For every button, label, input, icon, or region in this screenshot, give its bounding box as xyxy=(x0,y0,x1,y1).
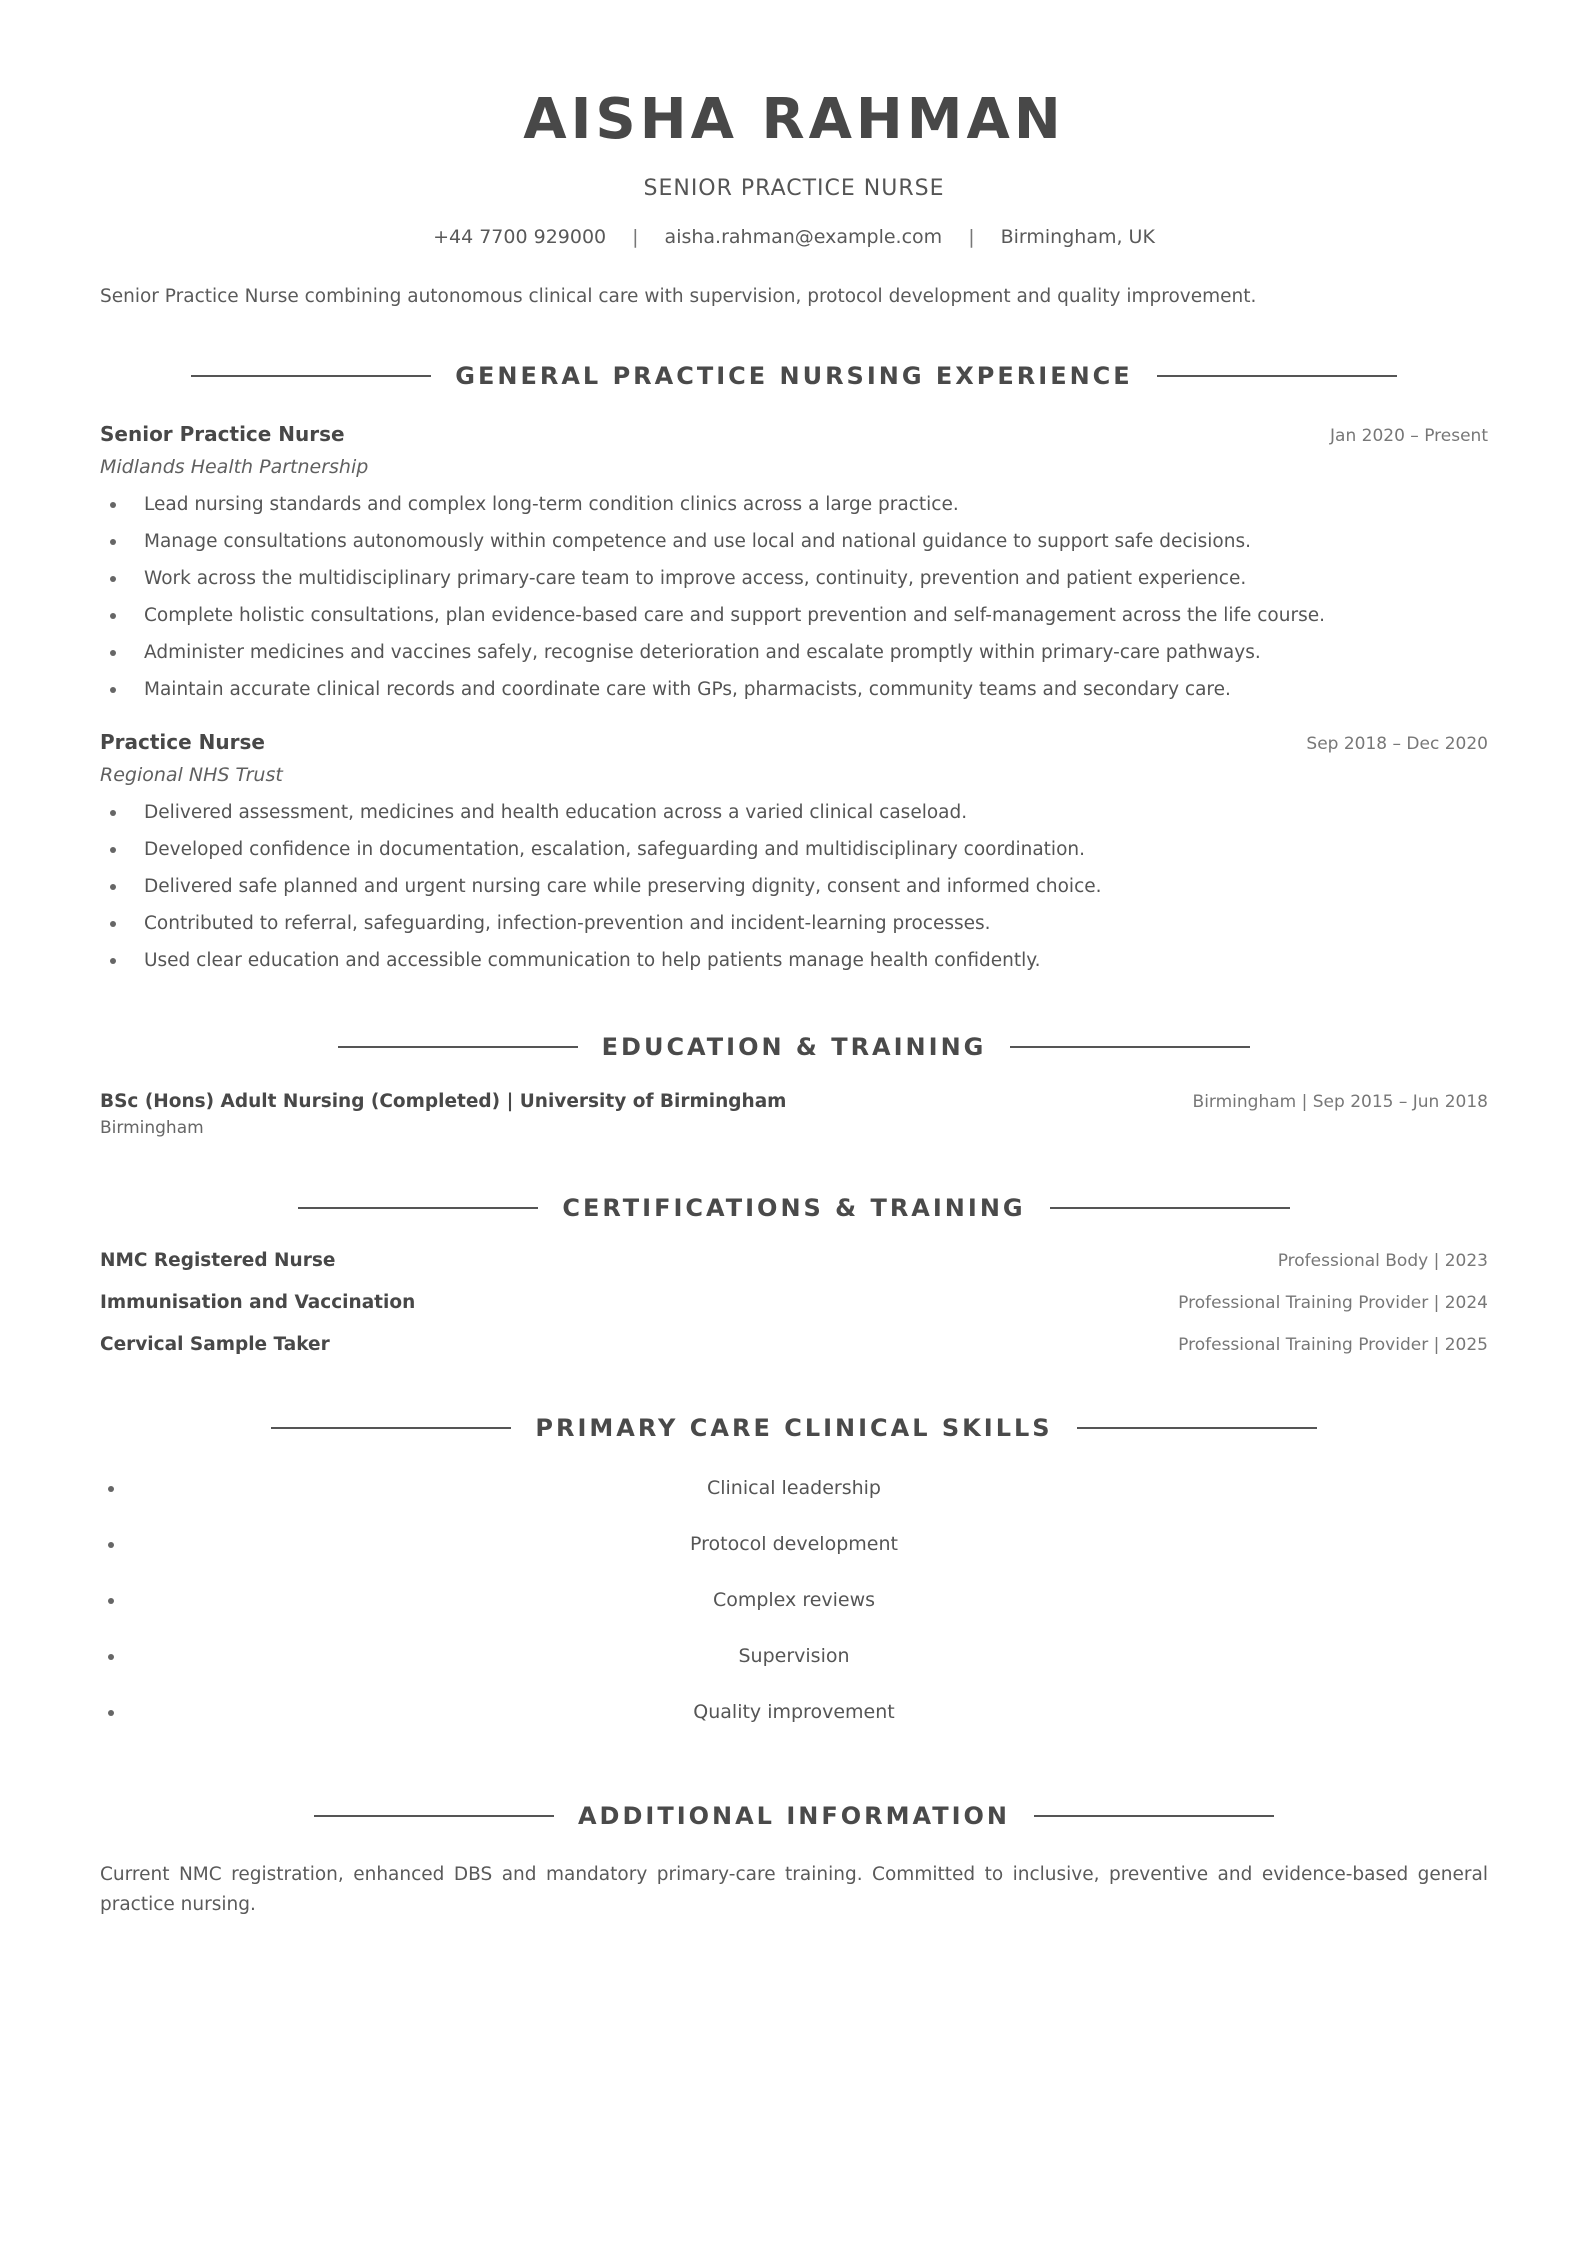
job-dates: Jan 2020 – Present xyxy=(1330,426,1488,446)
skills-list xyxy=(100,1472,1488,1752)
certification-name: Immunisation and Vaccination xyxy=(100,1292,416,1313)
job-bullet: Contributed to referral, safeguarding, infection-prevention and incident-learning processes. xyxy=(100,905,1488,942)
job-title: Senior Practice Nurse xyxy=(100,422,345,446)
heading-rule xyxy=(1157,375,1397,377)
job-employer: Regional NHS Trust xyxy=(100,764,283,786)
education-meta: Birmingham | Sep 2015 – Jun 2018 xyxy=(1192,1092,1488,1112)
candidate-name: AISHA RAHMAN xyxy=(523,87,1065,152)
certification-item xyxy=(100,1334,1488,1376)
section-title: ADDITIONAL INFORMATION xyxy=(577,1802,1011,1830)
job-header xyxy=(100,730,1488,754)
section-heading-skills xyxy=(100,1410,1488,1446)
job-bullet: Used clear education and accessible communication to help patients manage health confidently. xyxy=(100,942,1488,979)
education-location: Birmingham xyxy=(100,1118,204,1138)
job-employer: Midlands Health Partnership xyxy=(100,456,369,478)
job-title: Practice Nurse xyxy=(100,730,265,754)
additional-information: Current NMC registration, enhanced DBS and mandatory primary-care training. Committed to inclusive, preventive and evidence-based general practice nursing. xyxy=(100,1864,1488,1915)
contact-separator: | xyxy=(968,226,975,248)
certification-name: NMC Registered Nurse xyxy=(100,1250,336,1271)
skill-item: Supervision xyxy=(100,1640,1488,1696)
contact-phone: +44 7700 929000 xyxy=(433,226,607,248)
certification-meta: Professional Training Provider | 2025 xyxy=(1178,1335,1488,1355)
certification-meta: Professional Training Provider | 2024 xyxy=(1178,1293,1488,1313)
job-bullets xyxy=(100,486,1488,708)
job-dates: Sep 2018 – Dec 2020 xyxy=(1306,734,1488,754)
job-bullet: Work across the multidisciplinary primary-care team to improve access, continuity, prevention and patient experience. xyxy=(100,560,1488,597)
job-bullet: Manage consultations autonomously within competence and use local and national guidance to support safe decisions. xyxy=(100,523,1488,560)
job-entry xyxy=(100,730,1488,979)
job-bullet: Lead nursing standards and complex long-term condition clinics across a large practice. xyxy=(100,486,1488,523)
heading-rule xyxy=(191,375,431,377)
heading-rule xyxy=(314,1815,554,1817)
contact-location: Birmingham, UK xyxy=(1000,226,1155,248)
section-heading-experience xyxy=(100,358,1488,394)
heading-rule xyxy=(271,1427,511,1429)
certification-meta: Professional Body | 2023 xyxy=(1277,1251,1488,1271)
section-heading-certifications xyxy=(100,1190,1488,1226)
section-title: GENERAL PRACTICE NURSING EXPERIENCE xyxy=(455,362,1133,390)
section-heading-education xyxy=(100,1029,1488,1065)
education-degree: BSc (Hons) Adult Nursing (Completed) | University of Birmingham xyxy=(100,1091,787,1112)
contact-line xyxy=(100,226,1488,248)
skill-item: Quality improvement xyxy=(100,1696,1488,1752)
heading-rule xyxy=(298,1207,538,1209)
skill-item: Complex reviews xyxy=(100,1584,1488,1640)
heading-rule xyxy=(1034,1815,1274,1817)
job-header xyxy=(100,422,1488,446)
section-title: EDUCATION & TRAINING xyxy=(601,1033,987,1061)
candidate-title: SENIOR PRACTICE NURSE xyxy=(643,176,945,201)
job-bullet: Developed confidence in documentation, escalation, safeguarding and multidisciplinary coordination. xyxy=(100,831,1488,868)
job-bullet: Complete holistic consultations, plan evidence-based care and support prevention and self-management across the life course. xyxy=(100,597,1488,634)
education-entry xyxy=(100,1091,1488,1138)
job-entry xyxy=(100,422,1488,708)
heading-rule xyxy=(338,1046,578,1048)
heading-rule xyxy=(1050,1207,1290,1209)
contact-email: aisha.rahman@example.com xyxy=(664,226,943,248)
job-bullet: Delivered safe planned and urgent nursing care while preserving dignity, consent and informed choice. xyxy=(100,868,1488,905)
job-bullet: Delivered assessment, medicines and health education across a varied clinical caseload. xyxy=(100,794,1488,831)
certification-name: Cervical Sample Taker xyxy=(100,1334,330,1355)
section-heading-additional xyxy=(100,1798,1488,1834)
job-bullet: Maintain accurate clinical records and coordinate care with GPs, pharmacists, community teams and secondary care. xyxy=(100,671,1488,708)
contact-separator: | xyxy=(632,226,639,248)
skill-item: Protocol development xyxy=(100,1528,1488,1584)
heading-rule xyxy=(1010,1046,1250,1048)
job-bullet: Administer medicines and vaccines safely, recognise deterioration and escalate promptly within primary-care pathways. xyxy=(100,634,1488,671)
certifications-list xyxy=(100,1250,1488,1376)
job-bullets xyxy=(100,794,1488,979)
skill-item: Clinical leadership xyxy=(100,1472,1488,1528)
heading-rule xyxy=(1077,1427,1317,1429)
profile-summary: Senior Practice Nurse combining autonomous clinical care with supervision, protocol development and quality improvement. xyxy=(100,286,1257,307)
section-title: CERTIFICATIONS & TRAINING xyxy=(562,1194,1026,1222)
section-title: PRIMARY CARE CLINICAL SKILLS xyxy=(535,1414,1053,1442)
certification-item xyxy=(100,1250,1488,1292)
education-header xyxy=(100,1091,1488,1112)
certification-item xyxy=(100,1292,1488,1334)
